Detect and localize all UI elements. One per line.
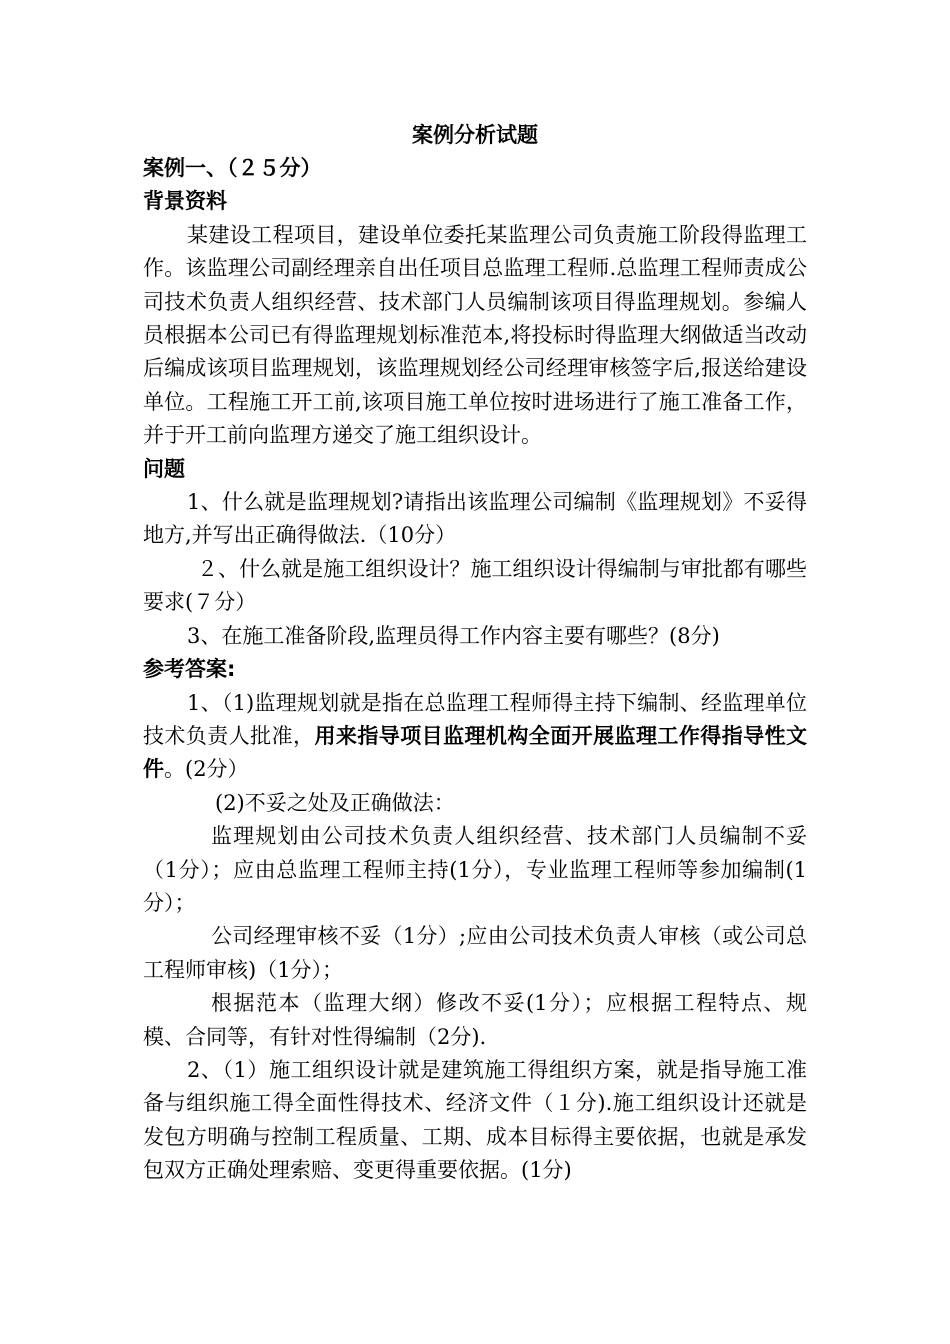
background-paragraph: 某建设工程项目，建设单位委托某监理公司负责施工阶段得监理工作。该监理公司副经理亲自出任项目总监理工程师.总监理工程师责成公司技术负责人组织经营、技术部门人员编制该项目得监理规划。参编人员根据本公司已有得监理规划标准范本,将投标时得监理大纲做适当改动后编成该项目监理规划，该监理规划经公司经理审核签字后,报送给建设单位。工程施工开工前,该项目施工单位按时进场进行了施工准备工作，并于开工前向监理方递交了施工组织设计。 xyxy=(143,222,807,448)
document-title: 案例分析试题 xyxy=(412,123,538,147)
answer-1-item-1: 监理规划由公司技术负责人组织经营、技术部门人员编制不妥（1分）；应由总监理工程师主持(1分），专业监理工程师等参加编制(1分）； xyxy=(143,824,807,915)
background-heading: 背景资料 xyxy=(143,189,227,214)
answers-heading: 参考答案: xyxy=(143,657,236,682)
answer-1-item-2: 公司经理审核不妥（1分）;应由公司技术负责人审核（或公司总工程师审核)（1分）； xyxy=(143,924,807,982)
question-2: ２、什么就是施工组织设计？施工组织设计得编制与审批都有哪些要求(７分） xyxy=(143,556,807,615)
answer-1-part-1-text: 1、（1)监理规划就是指在总监理工程师得主持下编制、经监理单位技术负责人批准， xyxy=(143,690,807,748)
question-3: 3、在施工准备阶段,监理员得工作内容主要有哪些？(8分) xyxy=(187,623,720,648)
answer-1-part-1 xyxy=(143,687,807,787)
document-body xyxy=(143,152,807,1188)
case1-heading: 案例一、（２５分） xyxy=(143,156,322,180)
answer-1-part-1-score: 。(2分） xyxy=(164,757,249,782)
answer-2-paragraph: 2、（1）施工组织设计就是建筑施工得组织方案，就是指导施工准备与组织施工得全面性得技术、经济文件（１分).施工组织设计还就是发包方明确与控制工程质量、工期、成本目标得主要依据，也就是承发包双方正确处理索赔、变更得重要依据。(1分) xyxy=(143,1057,807,1183)
answer-1-item-3: 根据范本（监理大纲）修改不妥(1分）；应根据工程特点、规模、合同等，有针对性得编制（2分). xyxy=(143,991,807,1049)
answer-1-part-2-heading: (2)不妥之处及正确做法： xyxy=(215,790,455,815)
answer-1-part-1-emphasis: 用来指导项目监理机构全面开展监理工作得指导性文件 xyxy=(143,723,808,782)
questions-heading: 问题 xyxy=(143,456,185,481)
question-1: 1、什么就是监理规划?请指出该监理公司编制《监理规划》不妥得地方,并写出正确得做法.（10分） xyxy=(143,490,807,548)
